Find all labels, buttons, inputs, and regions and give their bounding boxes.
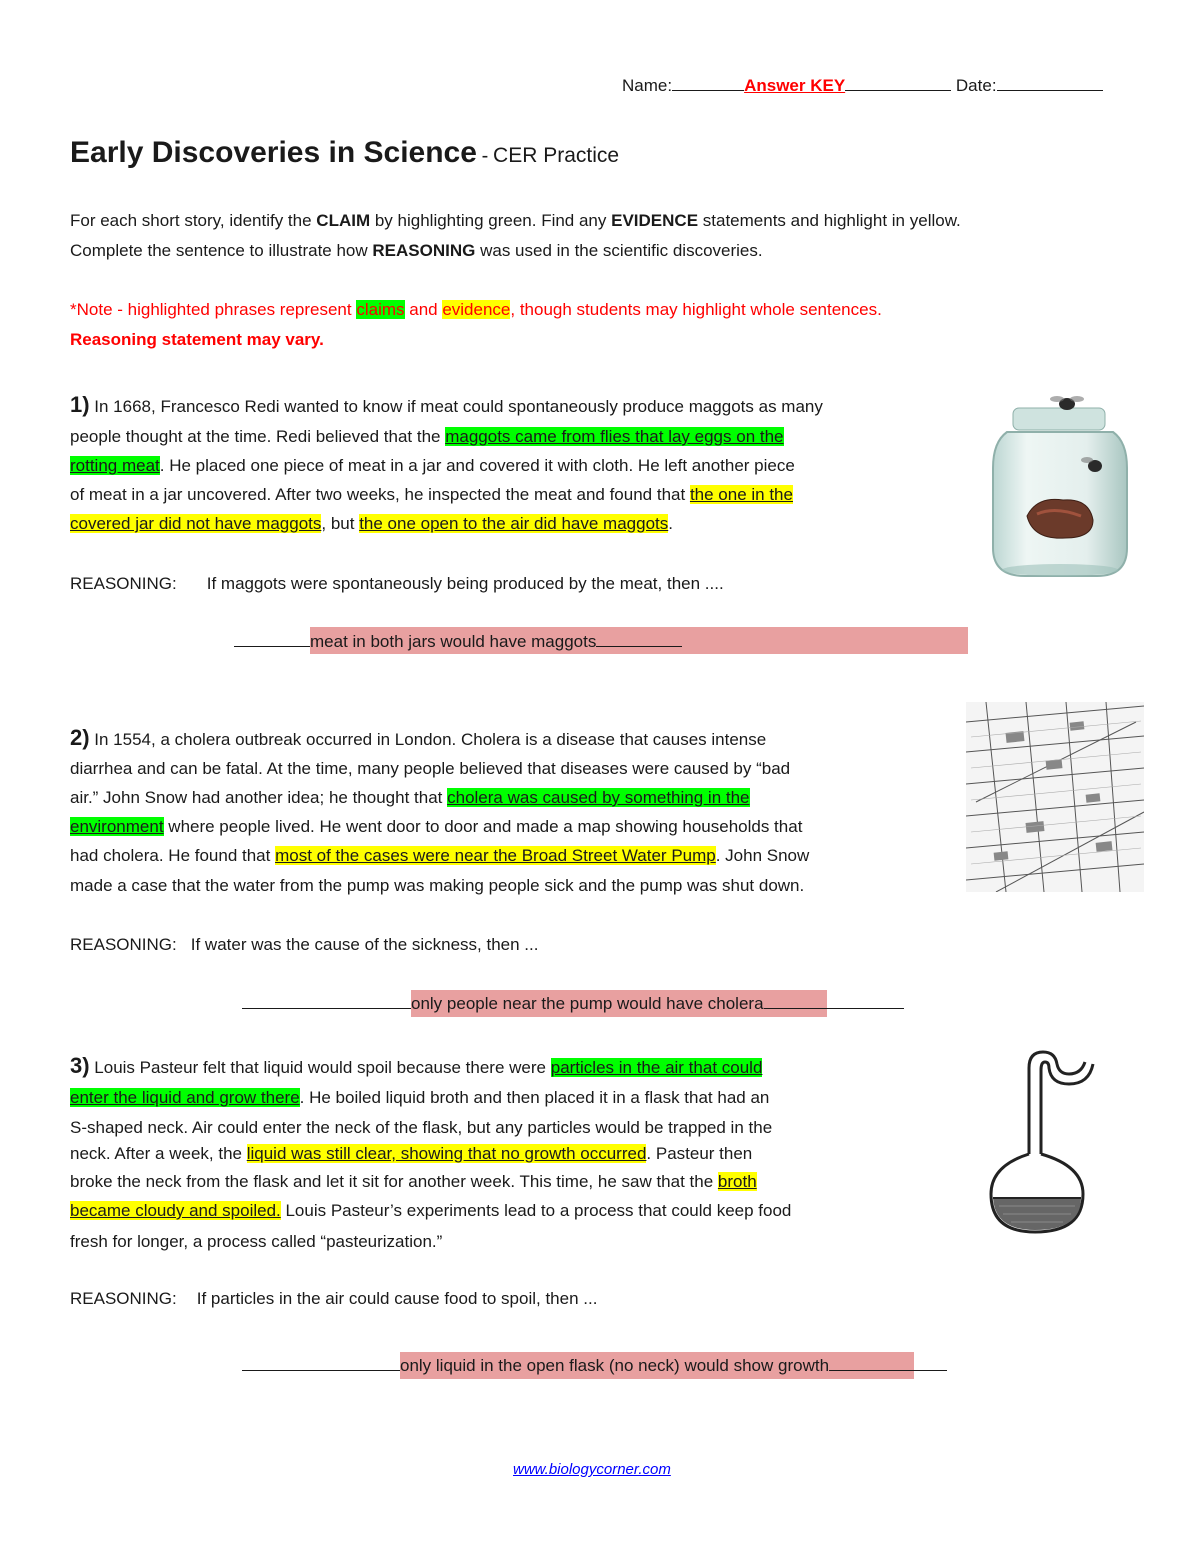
story1-evidence-highlight: the one open to the air did have maggots — [359, 514, 669, 533]
note-text: and — [404, 300, 443, 319]
answer-text: meat in both jars would have maggots — [310, 632, 597, 651]
name-value: Answer KEY — [744, 76, 846, 95]
story3-text: neck. After a week, the — [70, 1144, 247, 1163]
story3-answer — [242, 1356, 947, 1376]
instructions-text: For each short story, identify the — [70, 211, 317, 230]
story1-claim-highlight: maggots came from flies that lay eggs on the — [445, 427, 784, 446]
story1-answer — [234, 632, 682, 652]
story1-line-2 — [70, 427, 784, 447]
note-evidence-highlight: evidence — [442, 300, 511, 319]
footer-link[interactable]: www.biologycorner.com — [513, 1461, 671, 1478]
story3-text: . Pasteur then — [646, 1144, 753, 1163]
story1-evidence-highlight: the one in the — [689, 485, 793, 504]
note-text: , though students may highlight whole sentences. — [510, 300, 882, 319]
title-main: Early Discoveries in Science — [70, 136, 477, 169]
story1-text: of meat in a jar uncovered. After two weeks, he inspected the meat and found that — [70, 485, 690, 504]
page-title — [70, 136, 619, 170]
note-claims-highlight: claims — [356, 300, 405, 319]
story3-text: Louis Pasteur’s experiments lead to a process that could keep food — [280, 1201, 792, 1220]
name-date-header — [622, 76, 1103, 96]
title-dash: - — [481, 145, 489, 167]
story1-line-3 — [70, 456, 795, 476]
answer-blank-left — [234, 646, 310, 647]
instructions-text: Complete the sentence to illustrate how — [70, 241, 373, 260]
story3-reasoning — [70, 1289, 597, 1309]
story1-line-1 — [70, 392, 823, 418]
instructions-line-1 — [70, 211, 961, 231]
story2-answer — [242, 994, 904, 1014]
story2-line-2: diarrhea and can be fatal. At the time, many people believed that diseases were caused by “bad — [70, 759, 791, 778]
story3-line-4 — [70, 1144, 752, 1164]
reasoning-label: REASONING: — [70, 935, 177, 954]
instructions-text: was used in the scientific discoveries. — [475, 241, 763, 260]
story1-number: 1) — [70, 392, 90, 417]
name-blank-1 — [672, 90, 744, 91]
story3-claim-highlight: enter the liquid and grow there — [70, 1088, 300, 1107]
cholera-map-image — [966, 702, 1144, 892]
story2-line-3 — [70, 788, 750, 808]
story3-number: 3) — [70, 1053, 90, 1078]
instructions-claim: CLAIM — [316, 211, 371, 230]
story1-claim-highlight: rotting meat — [70, 456, 160, 475]
answer-text: only liquid in the open flask (no neck) would show growth — [400, 1356, 830, 1375]
note-line-2: Reasoning statement may vary. — [70, 330, 324, 349]
reasoning-text: If water was the cause of the sickness, then ... — [190, 935, 539, 954]
story3-text: . He boiled liquid broth and then placed it in a flask that had an — [299, 1088, 770, 1107]
story2-text: In 1554, a cholera outbreak occurred in London. Cholera is a disease that causes intense — [89, 730, 767, 749]
reasoning-label: REASONING: — [70, 574, 177, 593]
story3-text: Louis Pasteur felt that liquid would spoil because there were — [89, 1058, 551, 1077]
date-blank — [997, 90, 1103, 91]
story2-text: . John Snow — [715, 846, 810, 865]
story2-line-4 — [70, 817, 802, 837]
reasoning-label: REASONING: — [70, 1289, 177, 1308]
story2-reasoning — [70, 935, 538, 955]
story1-text: , but — [321, 514, 360, 533]
instructions-text: statements and highlight in yellow. — [698, 211, 961, 230]
story1-line-4 — [70, 485, 793, 505]
story2-text: where people lived. He went door to door and made a map showing households that — [163, 817, 803, 836]
story2-number: 2) — [70, 725, 90, 750]
story3-line-7: fresh for longer, a process called “pasteurization.” — [70, 1232, 443, 1251]
answer-blank-left — [242, 1370, 400, 1371]
story3-evidence-highlight: liquid was still clear, showing that no growth occurred — [246, 1144, 647, 1163]
name-blank-2 — [845, 90, 951, 91]
story3-evidence-highlight: became cloudy and spoiled. — [70, 1201, 281, 1220]
story2-text: had cholera. He found that — [70, 846, 276, 865]
story3-line-1 — [70, 1053, 762, 1079]
swan-neck-flask-image — [985, 1046, 1101, 1236]
story2-claim-highlight: cholera was caused by something in the — [447, 788, 750, 807]
reasoning-text: If maggots were spontaneously being produced by the meat, then .... — [206, 574, 724, 593]
story1-text: In 1668, Francesco Redi wanted to know if meat could spontaneously produce maggots as many — [89, 397, 823, 416]
note-text: *Note - highlighted phrases represent — [70, 300, 357, 319]
story2-text: air.” John Snow had another idea; he thought that — [70, 788, 448, 807]
instructions-line-2 — [70, 241, 763, 261]
story2-evidence-highlight: most of the cases were near the Broad Street Water Pump — [275, 846, 716, 865]
reasoning-text: If particles in the air could cause food to spoil, then ... — [196, 1289, 598, 1308]
story3-claim-highlight: particles in the air that could — [550, 1058, 763, 1077]
instructions-evidence: EVIDENCE — [611, 211, 699, 230]
answer-text: only people near the pump would have cholera — [411, 994, 764, 1013]
story3-text: broke the neck from the flask and let it sit for another week. This time, he saw that the — [70, 1172, 718, 1191]
story2-line-5 — [70, 846, 809, 866]
title-sub: CER Practice — [493, 144, 620, 167]
answer-blank-right — [764, 1008, 904, 1009]
jar-with-flies-image — [985, 388, 1135, 580]
answer-blank-right — [596, 646, 682, 647]
story1-line-5 — [70, 514, 673, 534]
answer-blank-right — [829, 1370, 947, 1371]
story1-text: . He placed one piece of meat in a jar and covered it with cloth. He left another piece — [159, 456, 795, 475]
story3-line-2 — [70, 1088, 769, 1108]
instructions-reasoning: REASONING — [372, 241, 476, 260]
story3-line-6 — [70, 1201, 791, 1221]
name-label: Name: — [622, 76, 673, 95]
story3-line-5 — [70, 1172, 757, 1192]
story1-text: people thought at the time. Redi believed that the — [70, 427, 446, 446]
story2-line-6: made a case that the water from the pump was making people sick and the pump was shut down. — [70, 876, 805, 895]
story1-evidence-highlight: covered jar did not have maggots — [70, 514, 322, 533]
story1-text: . — [668, 514, 673, 533]
story3-line-3: S-shaped neck. Air could enter the neck of the flask, but any particles would be trapped in the — [70, 1118, 773, 1137]
note-line-1 — [70, 300, 882, 320]
story2-line-1 — [70, 725, 766, 751]
story1-reasoning — [70, 574, 724, 594]
date-label: Date: — [955, 76, 997, 95]
answer-blank-left — [242, 1008, 411, 1009]
story3-evidence-highlight: broth — [717, 1172, 757, 1191]
instructions-text: by highlighting green. Find any — [370, 211, 612, 230]
story2-claim-highlight: environment — [70, 817, 164, 836]
